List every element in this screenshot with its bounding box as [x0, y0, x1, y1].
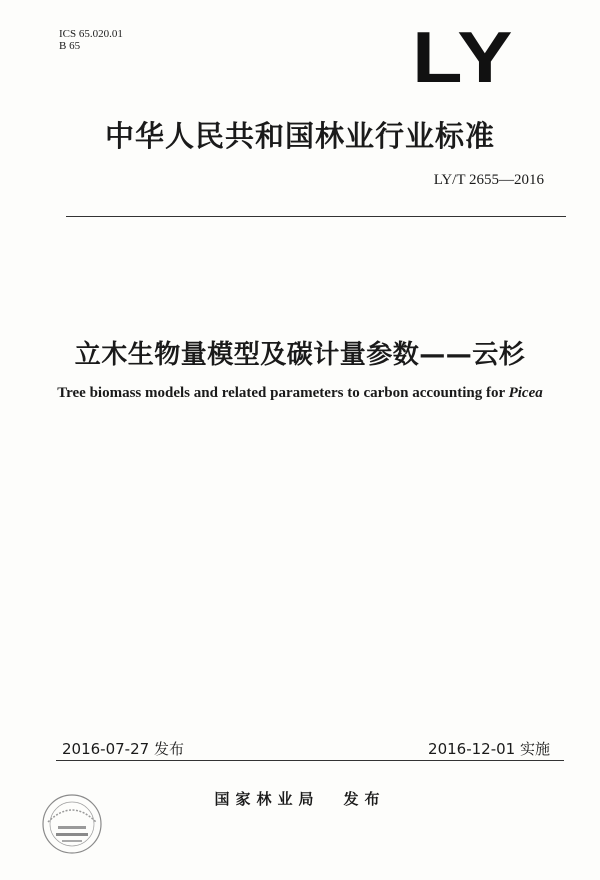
- document-title-en-main: Tree biomass models and related parameters to carbon accounting for: [57, 385, 509, 401]
- footer-divider: [56, 760, 564, 761]
- implementation-date: 2016-12-01 实施: [428, 740, 550, 758]
- publisher-name: 国家林业局: [214, 790, 320, 808]
- ccs-code: B 65: [59, 40, 81, 52]
- standard-type-title: 中华人民共和国林业行业标准: [104, 119, 495, 153]
- header-divider: [66, 216, 566, 217]
- library-stamp-icon: [40, 792, 104, 856]
- document-title-en: [0, 385, 600, 402]
- publisher-action: 发布: [343, 790, 386, 808]
- classification-codes: [59, 28, 123, 52]
- standard-code: LY/T 2655—2016: [433, 172, 544, 188]
- issue-date: 2016-07-27 发布: [62, 740, 184, 758]
- document-title-en-genus: Picea: [508, 385, 543, 401]
- ics-code: ICS 65.020.01: [59, 28, 123, 40]
- ly-logo: LY: [412, 18, 515, 98]
- document-title-cn: 立木生物量模型及碳计量参数——云杉: [74, 340, 526, 370]
